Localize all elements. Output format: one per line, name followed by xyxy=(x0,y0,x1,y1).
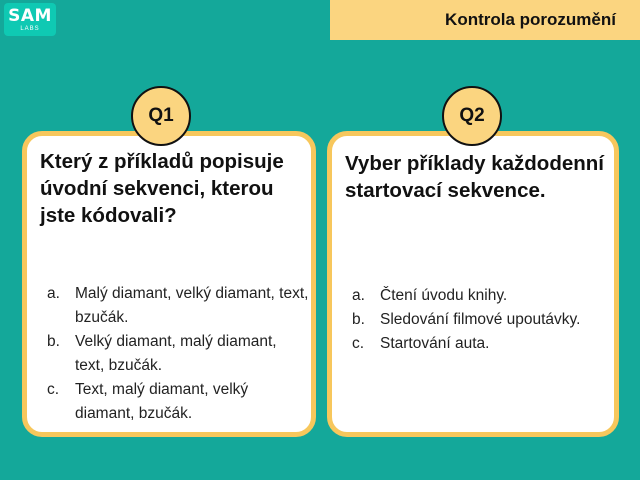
answer-option-c xyxy=(47,378,309,426)
question-text: Vyber příklady každodenní startovací sekvence. xyxy=(345,152,604,202)
answer-text: Text, malý diamant, velký diamant, bzučák. xyxy=(75,381,249,422)
logo-subtext: LABS xyxy=(20,26,40,32)
answer-option-a xyxy=(352,284,614,308)
question-card-q2 xyxy=(327,131,619,437)
answer-marker: a. xyxy=(352,287,365,304)
answer-text: Malý diamant, velký diamant, text, bzučák. xyxy=(75,285,309,326)
answer-marker: a. xyxy=(47,285,60,302)
sam-labs-logo xyxy=(4,3,56,36)
answer-marker: b. xyxy=(352,311,365,328)
answer-text: Startování auta. xyxy=(380,335,490,352)
answer-text: Čtení úvodu knihy. xyxy=(380,287,508,304)
question-badge-q1: Q1 xyxy=(131,86,191,146)
answer-option-c xyxy=(352,332,614,356)
logo-text: SAM xyxy=(8,6,52,26)
question-card-q1 xyxy=(22,131,316,437)
answer-text: Velký diamant, malý diamant, text, bzučák. xyxy=(75,333,277,374)
header-bar xyxy=(330,0,640,40)
answer-text: Sledování filmové upoutávky. xyxy=(380,311,581,328)
answer-marker: c. xyxy=(352,335,365,352)
answer-list xyxy=(47,282,309,426)
answer-marker: b. xyxy=(47,333,60,350)
page-title: Kontrola porozumění xyxy=(445,10,616,29)
question-text: Který z příkladů popisuje úvodní sekvenci, kterou jste kódovali? xyxy=(40,150,284,227)
answer-list xyxy=(352,284,614,356)
answer-option-b xyxy=(47,330,309,378)
answer-option-b xyxy=(352,308,614,332)
answer-option-a xyxy=(47,282,309,330)
question-badge-q2: Q2 xyxy=(442,86,502,146)
answer-marker: c. xyxy=(47,381,60,398)
